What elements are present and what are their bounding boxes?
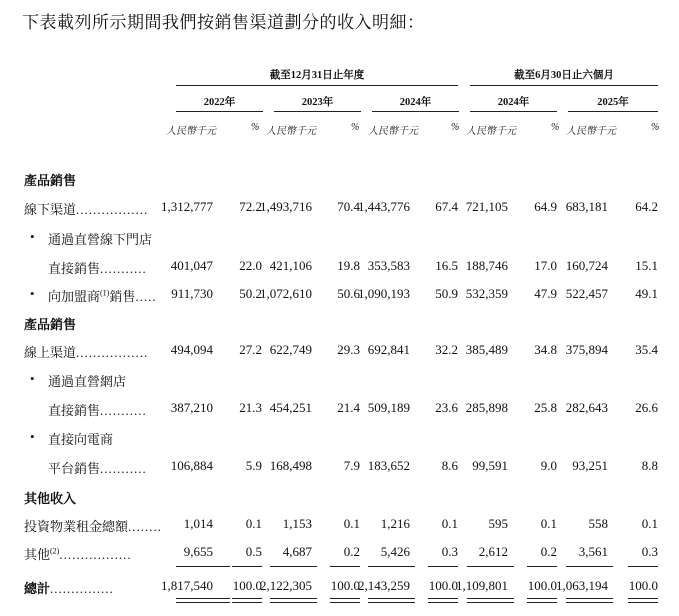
row-bullet-direct-eshop: • <box>30 371 35 386</box>
row-label-direct-sales-online: 直接銷售........... <box>48 403 147 418</box>
table-cell: 35.4 <box>635 342 658 357</box>
total-underline <box>330 598 360 599</box>
table-cell: 1,090,193 <box>358 286 410 301</box>
total-underline <box>628 602 658 603</box>
table-cell: 93,251 <box>572 458 608 473</box>
table-cell: 47.9 <box>534 286 557 301</box>
total-underline <box>628 598 658 599</box>
row-label-ecommerce: 直接向電商 <box>48 432 114 447</box>
table-cell: 49.1 <box>635 286 658 301</box>
group-underline-annual <box>176 85 458 86</box>
table-cell: 99,591 <box>472 458 508 473</box>
table-cell: 0.1 <box>245 516 262 531</box>
total-underline <box>428 602 458 603</box>
year-underline-2024 <box>372 111 459 112</box>
year-underline-2022 <box>176 111 263 112</box>
table-cell: 285,898 <box>465 400 508 415</box>
row-label-total: 總計............... <box>24 581 114 596</box>
table-cell: 1,063,194 <box>556 578 608 593</box>
table-cell: 64.2 <box>635 199 658 214</box>
year-header-2025-h1: 2025年 <box>597 97 629 108</box>
unit-rmb-2022: 人民幣千元 <box>166 126 216 137</box>
table-cell: 1,312,777 <box>161 199 213 214</box>
table-cell: 0.2 <box>540 544 557 559</box>
total-underline <box>232 602 262 603</box>
table-cell: 26.6 <box>635 400 658 415</box>
table-cell: 353,583 <box>367 258 410 273</box>
table-cell: 1,014 <box>183 516 213 531</box>
sub-underline-2023 <box>270 566 317 567</box>
table-cell: 1,216 <box>380 516 410 531</box>
table-cell: 19.8 <box>337 258 360 273</box>
table-cell: 4,687 <box>282 544 312 559</box>
table-cell: 1,443,776 <box>358 199 410 214</box>
table-cell: 1,153 <box>282 516 312 531</box>
total-underline <box>428 598 458 599</box>
table-cell: 282,643 <box>565 400 608 415</box>
row-label-franchise: 向加盟商$^{(1)}$銷售..... <box>48 288 157 304</box>
table-cell: 15.1 <box>635 258 658 273</box>
group-header-half: 截至6月30日止六個月 <box>514 70 614 81</box>
table-cell: 5,426 <box>380 544 410 559</box>
table-cell: 50.2 <box>239 286 262 301</box>
group-header-annual: 截至12月31日止年度 <box>269 70 365 81</box>
total-underline <box>270 602 317 603</box>
table-cell: 2,143,259 <box>358 578 410 593</box>
table-cell: 375,894 <box>565 342 608 357</box>
total-underline <box>527 598 557 599</box>
table-cell: 100.0 <box>527 578 557 593</box>
year-underline-2023 <box>274 111 361 112</box>
section-product-sales: 產品銷售 <box>24 173 77 188</box>
table-cell: 21.4 <box>337 400 360 415</box>
unit-pct-2024: % <box>451 122 460 133</box>
table-cell: 100.0 <box>628 578 658 593</box>
total-underline <box>270 598 317 599</box>
table-cell: 401,047 <box>170 258 213 273</box>
total-underline <box>368 598 415 599</box>
year-header-2022: 2022年 <box>203 97 236 108</box>
row-bullet-direct-store: • <box>30 229 35 244</box>
table-cell: 1,072,610 <box>260 286 312 301</box>
table-cell: 1,109,801 <box>456 578 508 593</box>
table-cell: 421,106 <box>269 258 312 273</box>
table-cell: 9,655 <box>183 544 213 559</box>
row-label-rental: 投資物業租金總額........ <box>24 519 163 534</box>
total-underline <box>232 598 262 599</box>
row-label-direct-eshop: 通過直營網店 <box>48 374 127 389</box>
table-cell: 100.0 <box>428 578 458 593</box>
table-cell: 721,105 <box>465 199 508 214</box>
unit-rmb-2024-h1: 人民幣千元 <box>466 126 516 137</box>
table-cell: 387,210 <box>170 400 213 415</box>
table-cell: 168,498 <box>269 458 312 473</box>
table-cell: 1,493,716 <box>260 199 312 214</box>
table-cell: 494,094 <box>170 342 213 357</box>
table-cell: 25.8 <box>534 400 557 415</box>
group-underline-half <box>470 85 658 86</box>
row-label-direct-sales-offline: 直接銷售........... <box>48 261 147 276</box>
table-cell: 911,730 <box>171 286 213 301</box>
total-underline <box>467 598 514 599</box>
total-underline <box>368 602 415 603</box>
table-cell: 50.6 <box>337 286 360 301</box>
table-cell: 70.4 <box>337 199 360 214</box>
table-cell: 22.0 <box>239 258 262 273</box>
total-underline <box>467 602 514 603</box>
sub-underline-2024 <box>368 566 415 567</box>
table-cell: 188,746 <box>465 258 508 273</box>
table-cell: 9.0 <box>540 458 557 473</box>
unit-pct-2023: % <box>351 122 360 133</box>
table-cell: 2,122,305 <box>260 578 312 593</box>
table-cell: 1,817,540 <box>161 578 213 593</box>
intro-text: 下表載列所示期間我們按銷售渠道劃分的收入明細： <box>22 13 425 32</box>
table-cell: 17.0 <box>534 258 557 273</box>
table-cell: 595 <box>488 516 508 531</box>
year-underline-2025-h1 <box>568 111 658 112</box>
total-underline <box>330 602 360 603</box>
table-cell: 0.3 <box>441 544 458 559</box>
total-underline <box>176 598 230 599</box>
table-cell: 454,251 <box>269 400 312 415</box>
sub-underline-2022 <box>176 566 230 567</box>
section-other-income: 其他收入 <box>24 491 77 506</box>
row-bullet-ecommerce: • <box>30 429 35 444</box>
section-product-sales-online: 產品銷售 <box>24 317 77 332</box>
unit-rmb-2024: 人民幣千元 <box>368 126 418 137</box>
table-cell: 509,189 <box>367 400 410 415</box>
table-cell: 23.6 <box>435 400 458 415</box>
row-label-offline: 線下渠道................. <box>24 202 149 217</box>
table-cell: 558 <box>588 516 608 531</box>
table-cell: 8.6 <box>441 458 458 473</box>
table-cell: 34.8 <box>534 342 557 357</box>
table-cell: 21.3 <box>239 400 262 415</box>
table-cell: 0.1 <box>540 516 557 531</box>
table-cell: 532,359 <box>465 286 508 301</box>
table-cell: 100.0 <box>232 578 262 593</box>
table-cell: 50.9 <box>435 286 458 301</box>
total-underline <box>566 602 613 603</box>
year-header-2024-h1: 2024年 <box>497 97 530 108</box>
table-cell: 0.2 <box>343 544 360 559</box>
table-cell: 0.3 <box>641 544 658 559</box>
total-underline <box>566 598 613 599</box>
sub-underline-2024-pct <box>428 566 458 567</box>
table-cell: 0.1 <box>343 516 360 531</box>
year-header-2023: 2023年 <box>301 97 334 108</box>
table-cell: 0.5 <box>245 544 262 559</box>
table-cell: 100.0 <box>330 578 360 593</box>
row-label-online: 線上渠道................. <box>24 345 149 360</box>
table-cell: 64.9 <box>534 199 557 214</box>
sub-underline-2023-pct <box>330 566 360 567</box>
table-cell: 3,561 <box>578 544 608 559</box>
table-cell: 622,749 <box>269 342 312 357</box>
table-cell: 16.5 <box>435 258 458 273</box>
table-cell: 160,724 <box>565 258 608 273</box>
total-underline <box>176 602 230 603</box>
total-underline <box>527 602 557 603</box>
sub-underline-2024-h1-pct <box>527 566 557 567</box>
table-cell: 72.2 <box>239 199 262 214</box>
unit-rmb-2025-h1: 人民幣千元 <box>566 126 616 137</box>
row-bullet-franchise: • <box>30 286 35 301</box>
year-underline-2024-h1 <box>470 111 557 112</box>
table-cell: 2,612 <box>478 544 508 559</box>
row-label-direct-store: 通過直營線下門店 <box>48 232 153 247</box>
sub-underline-2025-h1-pct <box>628 566 658 567</box>
table-cell: 32.2 <box>435 342 458 357</box>
year-header-2024: 2024年 <box>399 97 432 108</box>
table-cell: 8.8 <box>641 458 658 473</box>
unit-pct-2024-h1: % <box>551 122 560 133</box>
table-cell: 0.1 <box>641 516 658 531</box>
unit-rmb-2023: 人民幣千元 <box>266 126 316 137</box>
table-cell: 29.3 <box>337 342 360 357</box>
row-label-others: 其他$^{(2)}$................. <box>24 546 132 562</box>
unit-pct-2022: % <box>251 122 260 133</box>
table-cell: 0.1 <box>441 516 458 531</box>
row-label-platform-sales: 平台銷售........... <box>48 461 147 476</box>
table-cell: 522,457 <box>565 286 608 301</box>
table-cell: 67.4 <box>435 199 458 214</box>
table-cell: 106,884 <box>170 458 213 473</box>
sub-underline-2022-pct <box>232 566 262 567</box>
table-cell: 683,181 <box>565 199 608 214</box>
sub-underline-2025-h1 <box>566 566 613 567</box>
table-cell: 183,652 <box>367 458 410 473</box>
unit-pct-2025-h1: % <box>651 122 660 133</box>
table-cell: 692,841 <box>367 342 410 357</box>
sub-underline-2024-h1 <box>467 566 514 567</box>
table-cell: 5.9 <box>245 458 262 473</box>
table-cell: 27.2 <box>239 342 262 357</box>
table-cell: 7.9 <box>343 458 360 473</box>
table-cell: 385,489 <box>465 342 508 357</box>
